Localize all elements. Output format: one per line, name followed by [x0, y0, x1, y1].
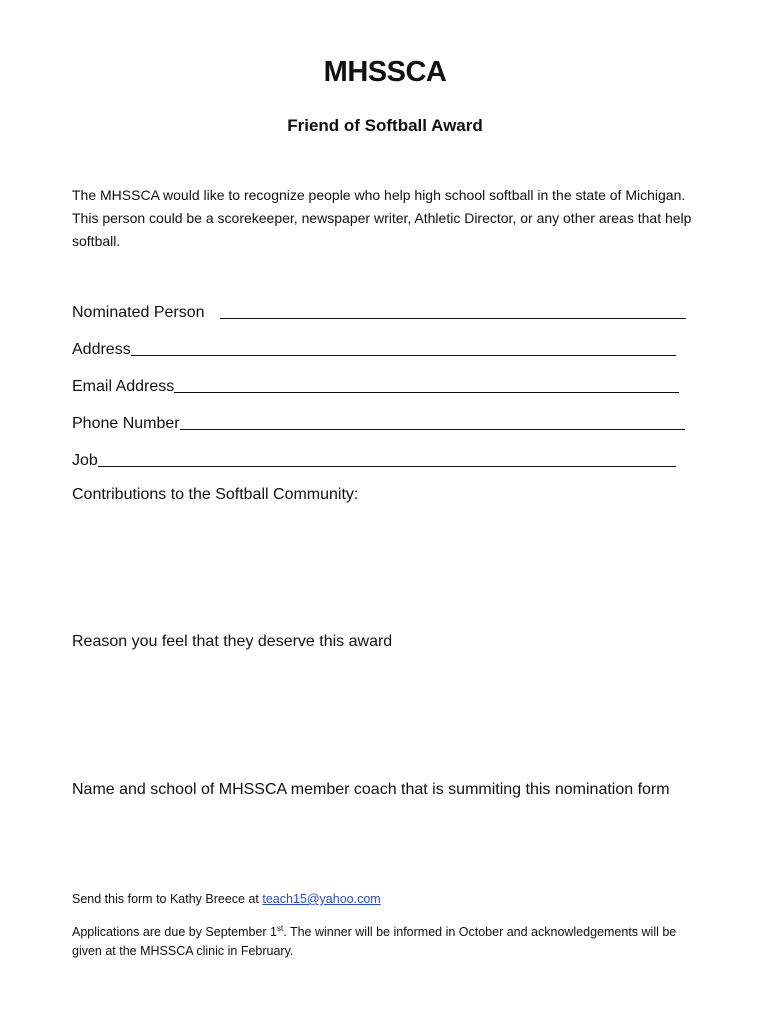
email-row — [72, 374, 679, 396]
page-title: MHSSCA — [323, 56, 447, 88]
phone-row — [72, 411, 685, 433]
intro-paragraph: The MHSSCA would like to recognize people who help high school softball in the state of Michigan. This person could be a scorekeeper, newspaper writer, Athletic Director, or any other areas that help softball. — [72, 187, 692, 249]
due-date-notice — [72, 923, 692, 961]
nominated-person-row — [72, 300, 686, 322]
phone-field[interactable] — [180, 429, 685, 430]
coach-label: Name and school of MHSSCA member coach that is summiting this nomination form — [72, 781, 670, 798]
phone-label: Phone Number — [72, 415, 180, 432]
contributions-label: Contributions to the Softball Community: — [72, 486, 359, 503]
page-subtitle: Friend of Softball Award — [287, 116, 483, 135]
nominated-person-field[interactable] — [220, 318, 686, 319]
send-instructions — [72, 890, 381, 909]
address-field[interactable] — [131, 355, 676, 356]
reason-label: Reason you feel that they deserve this award — [72, 633, 393, 650]
job-row — [72, 448, 676, 470]
job-label: Job — [72, 452, 98, 469]
address-label: Address — [72, 341, 131, 358]
due-text-end: . The winner will be informed in October and acknowledgements will be given at the MHSSCA clinic in February. — [72, 925, 677, 958]
job-field[interactable] — [98, 466, 676, 467]
send-text: Send this form to Kathy Breece at — [72, 892, 263, 906]
email-label: Email Address — [72, 378, 175, 395]
address-row — [72, 337, 676, 359]
due-text-start: Applications are due by September 1 — [72, 925, 277, 939]
nominated-person-label: Nominated Person — [72, 304, 205, 321]
email-field[interactable] — [174, 392, 679, 393]
email-link[interactable]: teach15@yahoo.com — [262, 892, 381, 906]
due-superscript: st — [277, 923, 284, 933]
